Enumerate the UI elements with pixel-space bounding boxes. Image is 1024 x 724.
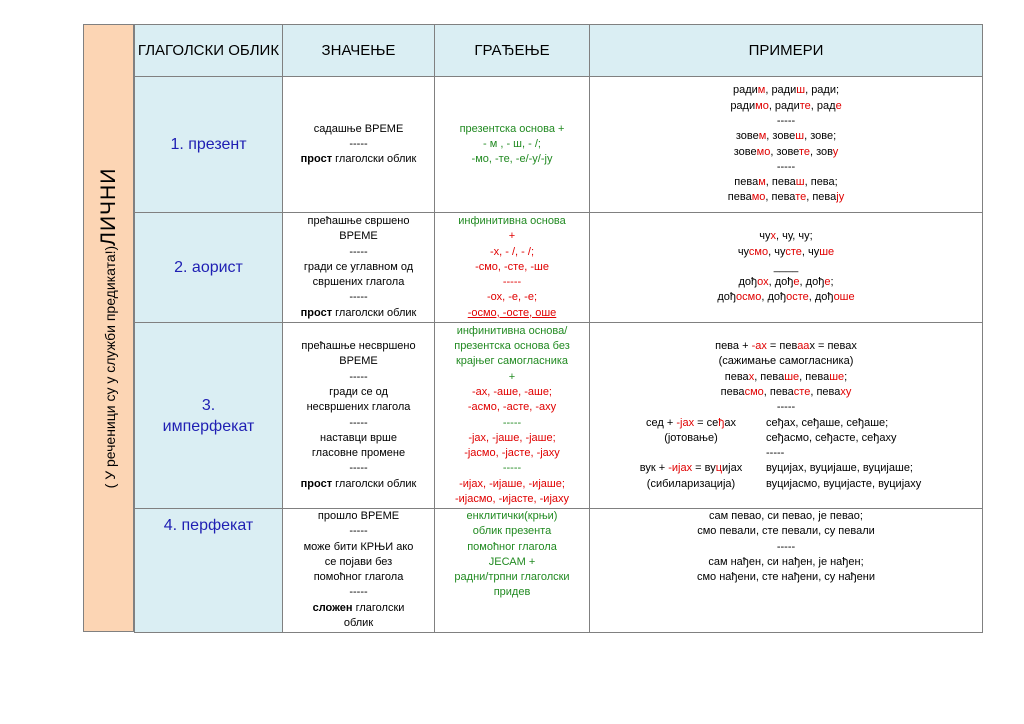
structure-aorist <box>435 213 590 323</box>
text-line <box>285 152 432 167</box>
structure-line: крајњег самогласника <box>455 355 569 368</box>
text-line <box>285 122 432 137</box>
highlight-ending: смо <box>748 245 769 258</box>
text-line <box>285 477 432 492</box>
text-run: гради се од <box>329 385 388 398</box>
text-run: зове <box>733 145 757 158</box>
text-run: зове <box>735 130 759 143</box>
text-run: смо певали, сте певали, су певали <box>697 525 875 538</box>
highlight-ending: те <box>795 191 807 204</box>
text-run: сам певао, си певао, је певао; <box>709 510 863 522</box>
structure-line: -ијах, -ијаше, -ијаше; <box>459 477 565 490</box>
structure-imperfect <box>435 323 590 509</box>
example-seh-note: (јотовање) <box>664 431 718 444</box>
form-name-present: 1. презент <box>135 77 283 213</box>
text-line <box>285 354 432 369</box>
structure-line: помоћног глагола <box>467 540 557 553</box>
text-run: , пева <box>799 370 830 383</box>
structure-line: ----- <box>502 276 522 289</box>
text-run: , ради; <box>805 84 840 97</box>
text-run: вук + <box>639 462 669 475</box>
highlight-ending: ш <box>795 130 805 143</box>
structure-line: радни/трпни глаголски <box>454 571 570 584</box>
text-run: пева <box>734 176 759 189</box>
text-run: = пев <box>766 340 798 353</box>
text-run: ијах <box>722 462 743 475</box>
text-run: , рад <box>810 99 836 112</box>
sidebar-title: ЛИЧНИ <box>96 167 120 246</box>
structure-line: + <box>508 370 516 383</box>
text-run: = се <box>694 416 719 429</box>
text-run: , пева <box>765 176 796 189</box>
examples-imperfect-top <box>592 339 980 415</box>
text-line <box>285 339 432 354</box>
text-line <box>592 275 980 290</box>
text-run: ----- <box>349 245 368 258</box>
structure-line: презентска основа без <box>454 340 570 353</box>
text-run: ВРЕМЕ <box>339 230 378 243</box>
text-line <box>285 385 432 400</box>
text-run: глаголски облик <box>332 477 417 490</box>
text-run: несвршених глагола <box>306 401 411 414</box>
text-run: ВРЕМЕ <box>339 355 378 368</box>
highlight-ending: ш <box>796 84 806 97</box>
text-run: = ву <box>692 462 716 475</box>
text-line <box>592 114 980 129</box>
row-perfect <box>135 509 983 633</box>
sidebar-label <box>83 24 134 632</box>
text-run: глаголски облик <box>332 306 417 319</box>
meaning-aorist <box>283 213 435 323</box>
sidebar-rotated-text <box>86 28 132 628</box>
text-line <box>592 400 980 415</box>
meaning-perfect <box>283 509 435 633</box>
example-vuk-left <box>616 461 766 476</box>
structure-line: -јасмо, -јасте, -јаху <box>464 447 560 460</box>
highlight-ending: м <box>758 176 766 189</box>
text-line <box>592 570 980 585</box>
bold-term: прост <box>300 153 333 166</box>
example-pair <box>592 431 980 446</box>
highlight-ending: сте <box>793 385 811 398</box>
text-line <box>592 339 980 354</box>
highlight-ending: х <box>748 370 755 383</box>
text-run: дођ <box>738 276 758 289</box>
text-run: ----- <box>776 540 796 553</box>
text-line <box>592 175 980 190</box>
text-line <box>285 137 432 152</box>
form-name-imperfect-number: 3. <box>201 396 216 414</box>
text-run: сам нађен, си нађен, је нађен; <box>708 555 864 568</box>
text-run: ----- <box>776 114 796 127</box>
text-run: ____ <box>773 260 799 273</box>
text-run: прећашње свршено <box>307 214 410 227</box>
text-run: ; <box>830 276 834 289</box>
row-imperfect <box>135 323 983 509</box>
text-line <box>592 245 980 260</box>
text-line <box>592 229 980 244</box>
text-line <box>285 585 432 600</box>
highlight-ending: -ах <box>751 340 767 353</box>
text-run: , зов <box>809 145 833 158</box>
highlight-ending: мо <box>756 145 771 158</box>
text-run: , ради <box>765 84 797 97</box>
highlight-ending: х <box>770 230 777 243</box>
example-seh-left <box>616 416 766 431</box>
text-run: , пева <box>806 191 837 204</box>
form-name-imperfect <box>135 323 283 509</box>
text-line <box>592 129 980 144</box>
text-run: глаголски облик <box>332 153 417 166</box>
sidebar-note: ( У реченици су у служби предиката!) <box>101 245 118 489</box>
text-line <box>285 214 432 229</box>
highlight-ending: сте <box>785 245 802 258</box>
text-run: облик <box>343 617 374 630</box>
text-run: , пева <box>763 385 794 398</box>
text-run: пева <box>724 370 749 383</box>
text-run: дођ <box>717 291 737 304</box>
text-line <box>285 509 432 524</box>
example-seh-right2: сеђасмо, сеђасте, сеђаху <box>766 431 897 444</box>
form-name-perfect: 4. перфекат <box>135 509 283 633</box>
example-pair <box>592 446 980 461</box>
example-vuk-right2: вуцијасмо, вуцијасте, вуцијаху <box>766 477 922 490</box>
text-run: ; <box>844 370 848 383</box>
text-run: садашње ВРЕМЕ <box>313 122 404 135</box>
text-run: , ради <box>768 99 800 112</box>
text-run: ----- <box>349 291 368 304</box>
structure-line: енклитички(крњи) <box>466 510 558 522</box>
highlight-ending: те <box>798 145 810 158</box>
text-line <box>592 260 980 275</box>
text-run: чу <box>737 245 749 258</box>
structure-line: ----- <box>502 416 522 429</box>
text-line <box>592 370 980 385</box>
text-line <box>592 555 980 570</box>
text-line <box>592 99 980 114</box>
text-run: ----- <box>349 370 368 383</box>
text-run: ах <box>724 416 736 429</box>
text-run: наставци врше <box>320 431 397 444</box>
highlight-ending: -ијах <box>668 462 693 475</box>
example-vuk-right: вуцијах, вуцијаше, вуцијаше; <box>766 462 913 475</box>
structure-line: -асмо, -асте, -аху <box>467 401 557 414</box>
structure-line: инфинитивна основа <box>458 214 566 227</box>
text-line <box>285 461 432 476</box>
highlight-ending: ше <box>819 245 835 258</box>
header-meaning: ЗНАЧЕЊЕ <box>283 25 435 77</box>
highlight-ending: м <box>757 84 766 97</box>
text-line <box>285 601 432 616</box>
text-run: , дођ <box>761 291 787 304</box>
highlight-ending: ше <box>829 370 845 383</box>
text-run: пева + <box>715 340 752 353</box>
structure-line: -х, - /, - /; <box>490 245 534 258</box>
header-examples: ПРИМЕРИ <box>590 25 983 77</box>
example-pair <box>592 477 980 492</box>
text-run: ----- <box>349 525 368 538</box>
structure-line: - м , - ш, - /; <box>483 137 541 150</box>
text-run: смо нађени, сте нађени, су нађени <box>696 571 876 584</box>
structure-present <box>435 77 590 213</box>
text-run: , дођ <box>799 276 825 289</box>
structure-line: -ијасмо, -ијасте, -ијаху <box>454 492 570 505</box>
highlight-ending: е <box>824 276 831 289</box>
example-vuk-note: (сибиларизација) <box>646 477 736 490</box>
highlight-ending: осте <box>786 291 809 304</box>
text-line <box>285 431 432 446</box>
text-run: чу <box>759 230 771 243</box>
text-run: ----- <box>349 137 368 150</box>
highlight-ending: мо <box>751 191 766 204</box>
text-run: сед + <box>646 416 677 429</box>
structure-line: презентска основа + <box>459 122 565 135</box>
form-name-imperfect-label: имперфекат <box>162 417 255 435</box>
highlight-ending: -јах <box>676 416 695 429</box>
meaning-imperfect <box>283 323 435 509</box>
highlight-ending: ју <box>836 191 845 204</box>
text-run: , чу <box>768 245 786 258</box>
row-present <box>135 77 983 213</box>
text-run: може бити КРЊИ ако <box>303 540 414 553</box>
bold-term: прост <box>300 477 333 490</box>
structure-line: инфинитивна основа/ <box>456 324 568 337</box>
text-line <box>285 229 432 244</box>
text-run: свршених глагола <box>312 276 405 289</box>
highlight-ending: те <box>799 99 811 112</box>
text-line <box>592 540 980 555</box>
text-run: глаголски <box>352 601 405 614</box>
highlight-ending: смо <box>744 385 764 398</box>
text-line <box>285 400 432 415</box>
text-line <box>592 190 980 205</box>
text-run: , пева <box>765 191 796 204</box>
text-line <box>285 245 432 260</box>
verb-forms-table <box>134 24 983 633</box>
text-line <box>592 354 980 369</box>
structure-line: -јах, -јаше, -јаше; <box>468 431 556 444</box>
highlight-ending: мо <box>755 99 769 112</box>
structure-line: -ох, -е, -е; <box>487 291 537 304</box>
header-structure: ГРАЂЕЊЕ <box>435 25 590 77</box>
text-line <box>592 83 980 98</box>
structure-line: -мо, -те, -е/-у/-ју <box>471 153 553 166</box>
examples-imperfect <box>590 323 983 509</box>
text-line <box>285 370 432 385</box>
highlight-ending: ц <box>715 462 723 475</box>
highlight-ending: ху <box>840 385 852 398</box>
text-line <box>592 290 980 305</box>
highlight-ending: у <box>832 145 839 158</box>
highlight-ending: ђ <box>718 416 725 429</box>
text-line <box>592 145 980 160</box>
text-run: ----- <box>776 160 796 173</box>
text-line <box>285 260 432 275</box>
highlight-ending: ш <box>795 176 805 189</box>
highlight-ending: е <box>835 99 842 112</box>
text-line <box>285 416 432 431</box>
text-line <box>285 275 432 290</box>
text-run: гради се углавном од <box>303 260 414 273</box>
text-line <box>285 446 432 461</box>
text-run: , чу <box>801 245 820 258</box>
structure-line: облик презента <box>472 525 552 538</box>
bold-term: сложен <box>312 601 353 614</box>
text-run: ради <box>732 84 758 97</box>
text-run: , пева <box>810 385 841 398</box>
highlight-ending: м <box>758 130 767 143</box>
structure-line: ЈЕСАМ + <box>488 555 536 568</box>
text-run: (сажимање самогласника) <box>718 355 854 368</box>
text-run: , чу, чу; <box>776 230 813 243</box>
text-run: помоћног глагола <box>313 571 404 584</box>
text-line <box>285 306 432 321</box>
text-run: ----- <box>776 401 796 414</box>
example-seh-right: сеђах, сеђаше, сеђаше; <box>766 416 889 429</box>
highlight-ending: ох <box>757 276 769 289</box>
text-line <box>592 509 980 524</box>
header-row <box>135 25 983 77</box>
highlight-ending: осмо <box>736 291 762 304</box>
structure-line: + <box>508 230 516 243</box>
text-run: , зове; <box>804 130 837 143</box>
text-run: ----- <box>349 416 368 429</box>
row-aorist <box>135 213 983 323</box>
highlight-ending: е <box>793 276 800 289</box>
text-run: прећашње несвршено <box>301 340 416 353</box>
meaning-present <box>283 77 435 213</box>
highlight-ending: аа <box>797 340 810 353</box>
text-run: х = певах <box>809 340 857 353</box>
examples-aorist <box>590 213 983 323</box>
header-form: ГЛАГОЛСКИ ОБЛИК <box>135 25 283 77</box>
text-run: ----- <box>349 586 368 599</box>
example-pair <box>592 461 980 476</box>
text-line <box>285 290 432 305</box>
text-run: гласовне промене <box>311 447 406 460</box>
text-run: , зове <box>770 145 799 158</box>
text-line <box>285 570 432 585</box>
text-line <box>285 555 432 570</box>
text-line <box>285 540 432 555</box>
form-name-aorist: 2. аорист <box>135 213 283 323</box>
text-line <box>592 524 980 539</box>
text-line <box>592 160 980 175</box>
text-run: се појави без <box>324 555 393 568</box>
example-pair <box>592 416 980 431</box>
text-run: пева <box>720 385 745 398</box>
examples-perfect <box>590 509 983 633</box>
structure-line: -осмо, -осте, оше <box>467 306 557 319</box>
text-run: , пева; <box>804 176 838 189</box>
text-run: ради <box>730 99 756 112</box>
structure-perfect <box>435 509 590 633</box>
text-run: , зове <box>766 130 796 143</box>
structure-line: ----- <box>502 462 522 475</box>
structure-line: придев <box>493 586 531 599</box>
text-run: , дођ <box>768 276 794 289</box>
text-line <box>285 524 432 539</box>
text-run: прошло ВРЕМЕ <box>317 510 400 522</box>
highlight-ending: оше <box>833 291 855 304</box>
text-line <box>592 385 980 400</box>
example-separator: ----- <box>766 447 785 460</box>
text-run: ----- <box>349 462 368 475</box>
structure-line: -смо, -сте, -ше <box>475 260 549 273</box>
structure-line: -ах, -аше, -аше; <box>471 385 552 398</box>
text-run: , дођ <box>808 291 834 304</box>
bold-term: прост <box>300 306 333 319</box>
text-run: , пева <box>754 370 785 383</box>
text-line <box>285 616 432 631</box>
examples-present <box>590 77 983 213</box>
text-run: пева <box>727 191 752 204</box>
highlight-ending: ше <box>784 370 800 383</box>
